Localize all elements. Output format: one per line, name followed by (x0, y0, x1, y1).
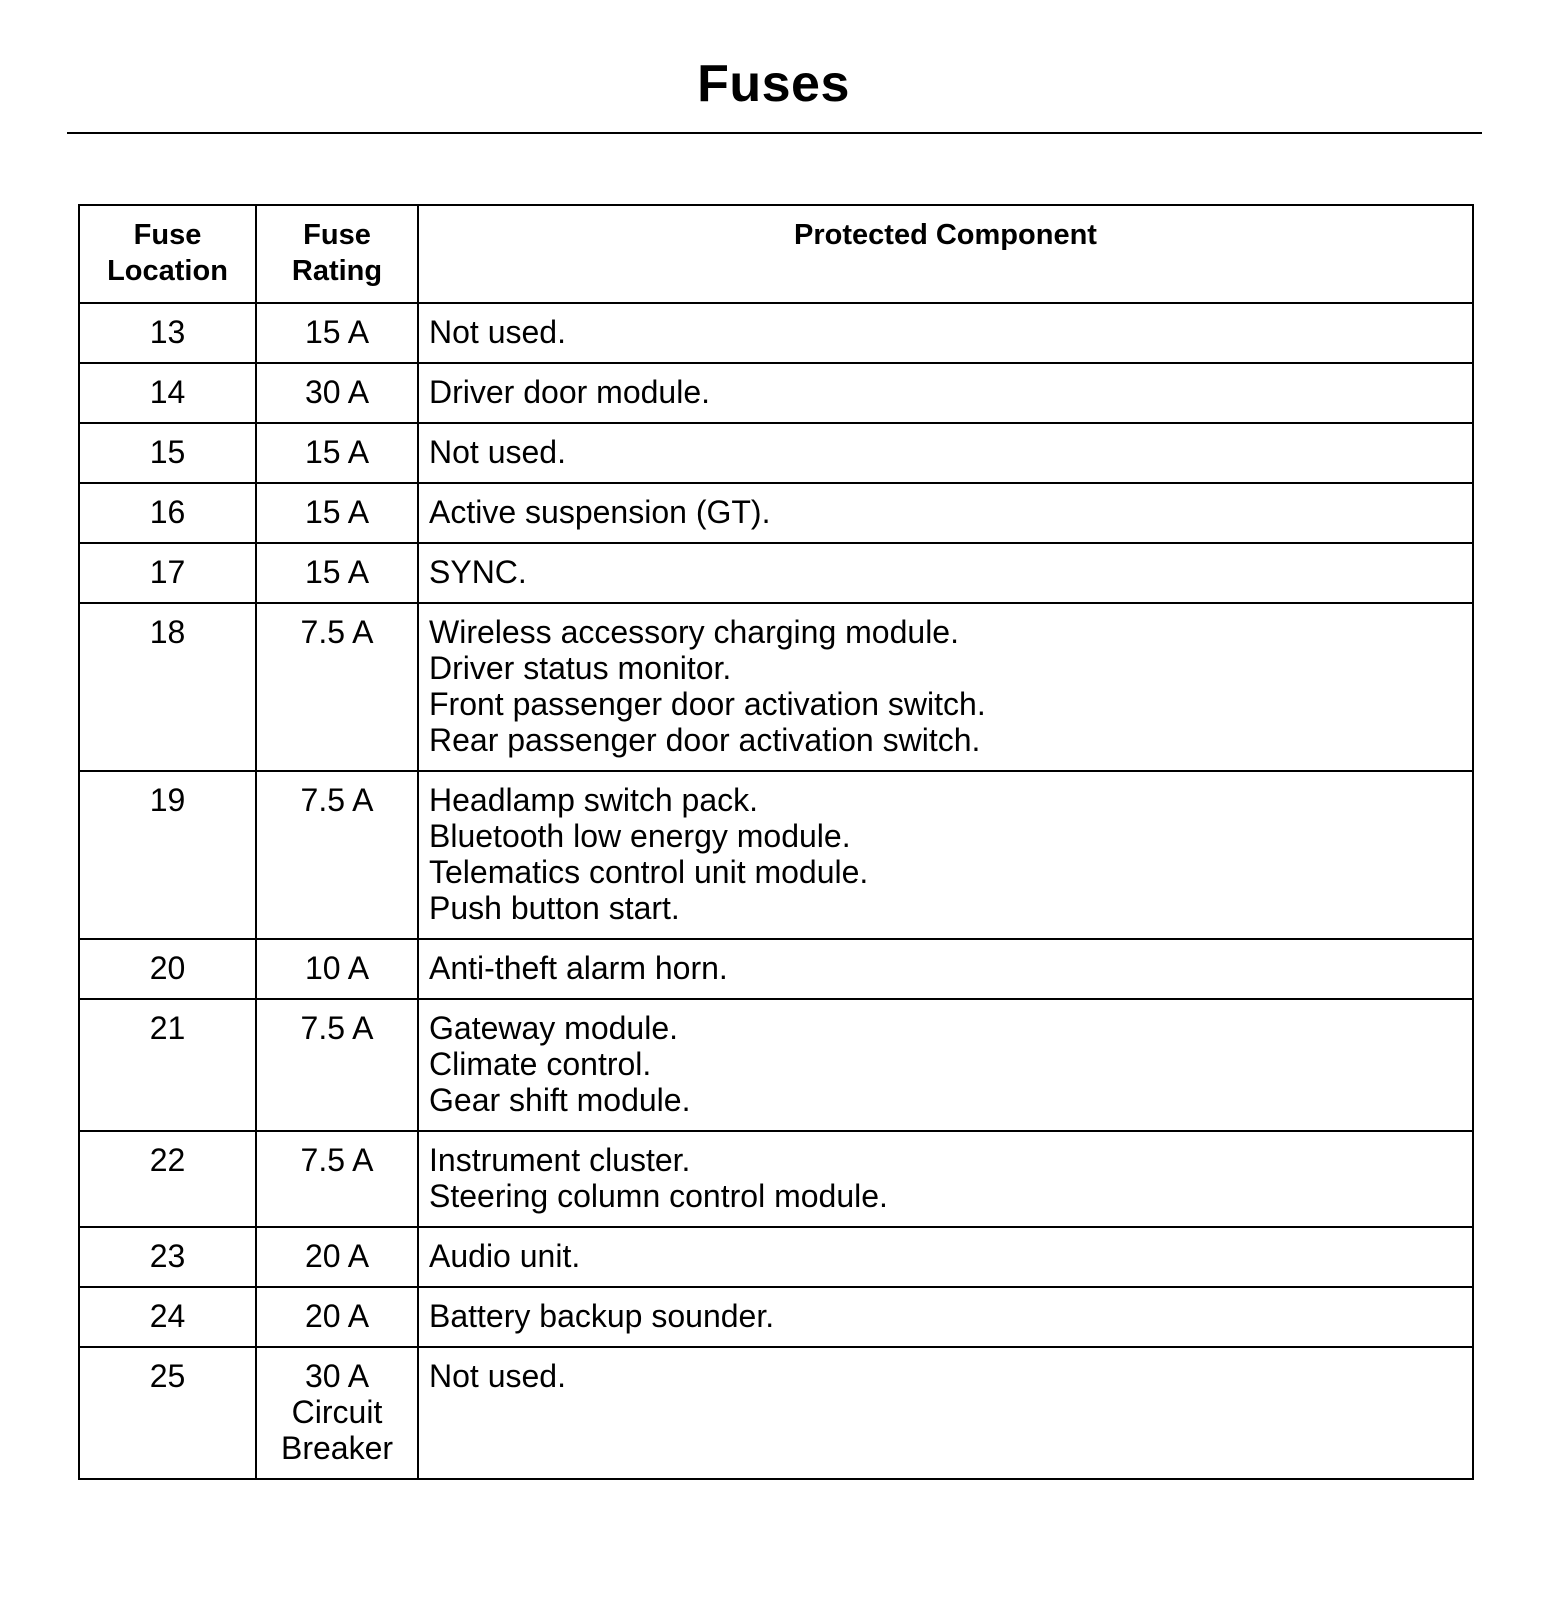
fuse-rating-cell (256, 999, 418, 1131)
protected-component-line: Climate control. (429, 1046, 652, 1082)
protected-component-cell (418, 363, 1473, 423)
table-row (79, 363, 1473, 423)
table-row (79, 1287, 1473, 1347)
protected-component-line: Steering column control module. (429, 1178, 888, 1214)
protected-component-cell (418, 1287, 1473, 1347)
fuse-table (78, 204, 1474, 1480)
fuse-location-cell: 23 (79, 1227, 256, 1287)
fuse-rating-line: 10 A (304, 950, 370, 986)
fuse-location-cell: 20 (79, 939, 256, 999)
fuse-rating-cell (256, 1227, 418, 1287)
protected-component-cell (418, 423, 1473, 483)
fuse-rating-line: 7.5 A (300, 614, 374, 650)
fuse-rating-cell (256, 483, 418, 543)
fuse-location-cell: 15 (79, 423, 256, 483)
header-location-line: Location (107, 255, 228, 287)
protected-component-line: Not used. (429, 434, 566, 470)
protected-component-cell (418, 1227, 1473, 1287)
fuse-location-cell: 19 (79, 771, 256, 939)
fuse-rating-cell (256, 303, 418, 363)
fuse-rating-line: 20 A (304, 1298, 370, 1334)
fuse-rating-cell (256, 771, 418, 939)
fuse-location-cell: 21 (79, 999, 256, 1131)
fuse-location-cell: 18 (79, 603, 256, 771)
protected-component-line: Telematics control unit module. (429, 854, 869, 890)
table-row (79, 483, 1473, 543)
protected-component-line: Rear passenger door activation switch. (429, 722, 981, 758)
protected-component-line: Front passenger door activation switch. (429, 686, 986, 722)
fuse-location-cell: 22 (79, 1131, 256, 1227)
protected-component-line: Wireless accessory charging module. (429, 614, 959, 650)
protected-component-cell (418, 999, 1473, 1131)
protected-component-line: Anti-theft alarm horn. (429, 950, 728, 986)
header-fuse-location (79, 205, 256, 303)
header-rating-line: Fuse (303, 219, 371, 251)
table-row (79, 1131, 1473, 1227)
header-location-line: Fuse (133, 219, 202, 251)
fuse-rating-cell (256, 1347, 418, 1479)
protected-component-cell (418, 771, 1473, 939)
table-body (79, 303, 1473, 1479)
table-row (79, 603, 1473, 771)
fuse-rating-line: Breaker (280, 1430, 394, 1466)
table-row (79, 771, 1473, 939)
fuse-location-cell: 24 (79, 1287, 256, 1347)
protected-component-line: Battery backup sounder. (429, 1298, 775, 1334)
protected-component-line: Not used. (429, 314, 566, 350)
header-protected-component: Protected Component (418, 205, 1473, 303)
protected-component-cell (418, 939, 1473, 999)
fuse-rating-line: 30 A (304, 1358, 370, 1394)
protected-component-cell (418, 1347, 1473, 1479)
protected-component-cell (418, 303, 1473, 363)
fuse-rating-line: 20 A (304, 1238, 370, 1274)
protected-component-line: Driver door module. (429, 374, 710, 410)
protected-component-line: Instrument cluster. (429, 1142, 691, 1178)
table-row (79, 1227, 1473, 1287)
protected-component-line: Gear shift module. (429, 1082, 691, 1118)
fuse-rating-line: 7.5 A (300, 1142, 374, 1178)
fuse-rating-line: 15 A (304, 434, 370, 470)
fuse-rating-cell (256, 363, 418, 423)
fuse-rating-cell (256, 1131, 418, 1227)
protected-component-cell (418, 1131, 1473, 1227)
table-row (79, 939, 1473, 999)
protected-component-line: Bluetooth low energy module. (429, 818, 851, 854)
protected-component-line: Gateway module. (429, 1010, 679, 1046)
protected-component-cell (418, 603, 1473, 771)
protected-component-cell (418, 543, 1473, 603)
fuse-rating-cell (256, 939, 418, 999)
fuse-rating-line: 15 A (304, 494, 370, 530)
header-rating-line: Rating (291, 255, 383, 287)
fuse-location-cell: 14 (79, 363, 256, 423)
table-row (79, 1347, 1473, 1479)
header-fuse-rating (256, 205, 418, 303)
fuse-rating-line: 15 A (304, 314, 370, 350)
table-row (79, 543, 1473, 603)
protected-component-line: Active suspension (GT). (429, 494, 771, 530)
fuse-rating-line: Circuit (291, 1394, 383, 1430)
table-row (79, 303, 1473, 363)
page-title: Fuses (697, 55, 850, 113)
protected-component-line: SYNC. (429, 554, 527, 590)
fuse-rating-cell (256, 603, 418, 771)
fuse-location-cell: 25 (79, 1347, 256, 1479)
fuse-location-cell: 16 (79, 483, 256, 543)
protected-component-line: Push button start. (429, 890, 680, 926)
protected-component-cell (418, 483, 1473, 543)
fuse-rating-cell (256, 543, 418, 603)
protected-component-line: Headlamp switch pack. (429, 782, 759, 818)
fuse-rating-line: 15 A (304, 554, 370, 590)
fuse-rating-line: 7.5 A (300, 1010, 374, 1046)
table-row (79, 999, 1473, 1131)
protected-component-line: Driver status monitor. (429, 650, 732, 686)
fuse-rating-line: 30 A (304, 374, 370, 410)
protected-component-line: Not used. (429, 1358, 566, 1394)
fuse-location-cell: 17 (79, 543, 256, 603)
table-header-row (79, 205, 1473, 303)
fuse-rating-line: 7.5 A (300, 782, 374, 818)
title-divider (67, 132, 1482, 134)
fuse-rating-cell (256, 423, 418, 483)
fuse-rating-cell (256, 1287, 418, 1347)
table-row (79, 423, 1473, 483)
fuse-location-cell: 13 (79, 303, 256, 363)
protected-component-line: Audio unit. (429, 1238, 581, 1274)
